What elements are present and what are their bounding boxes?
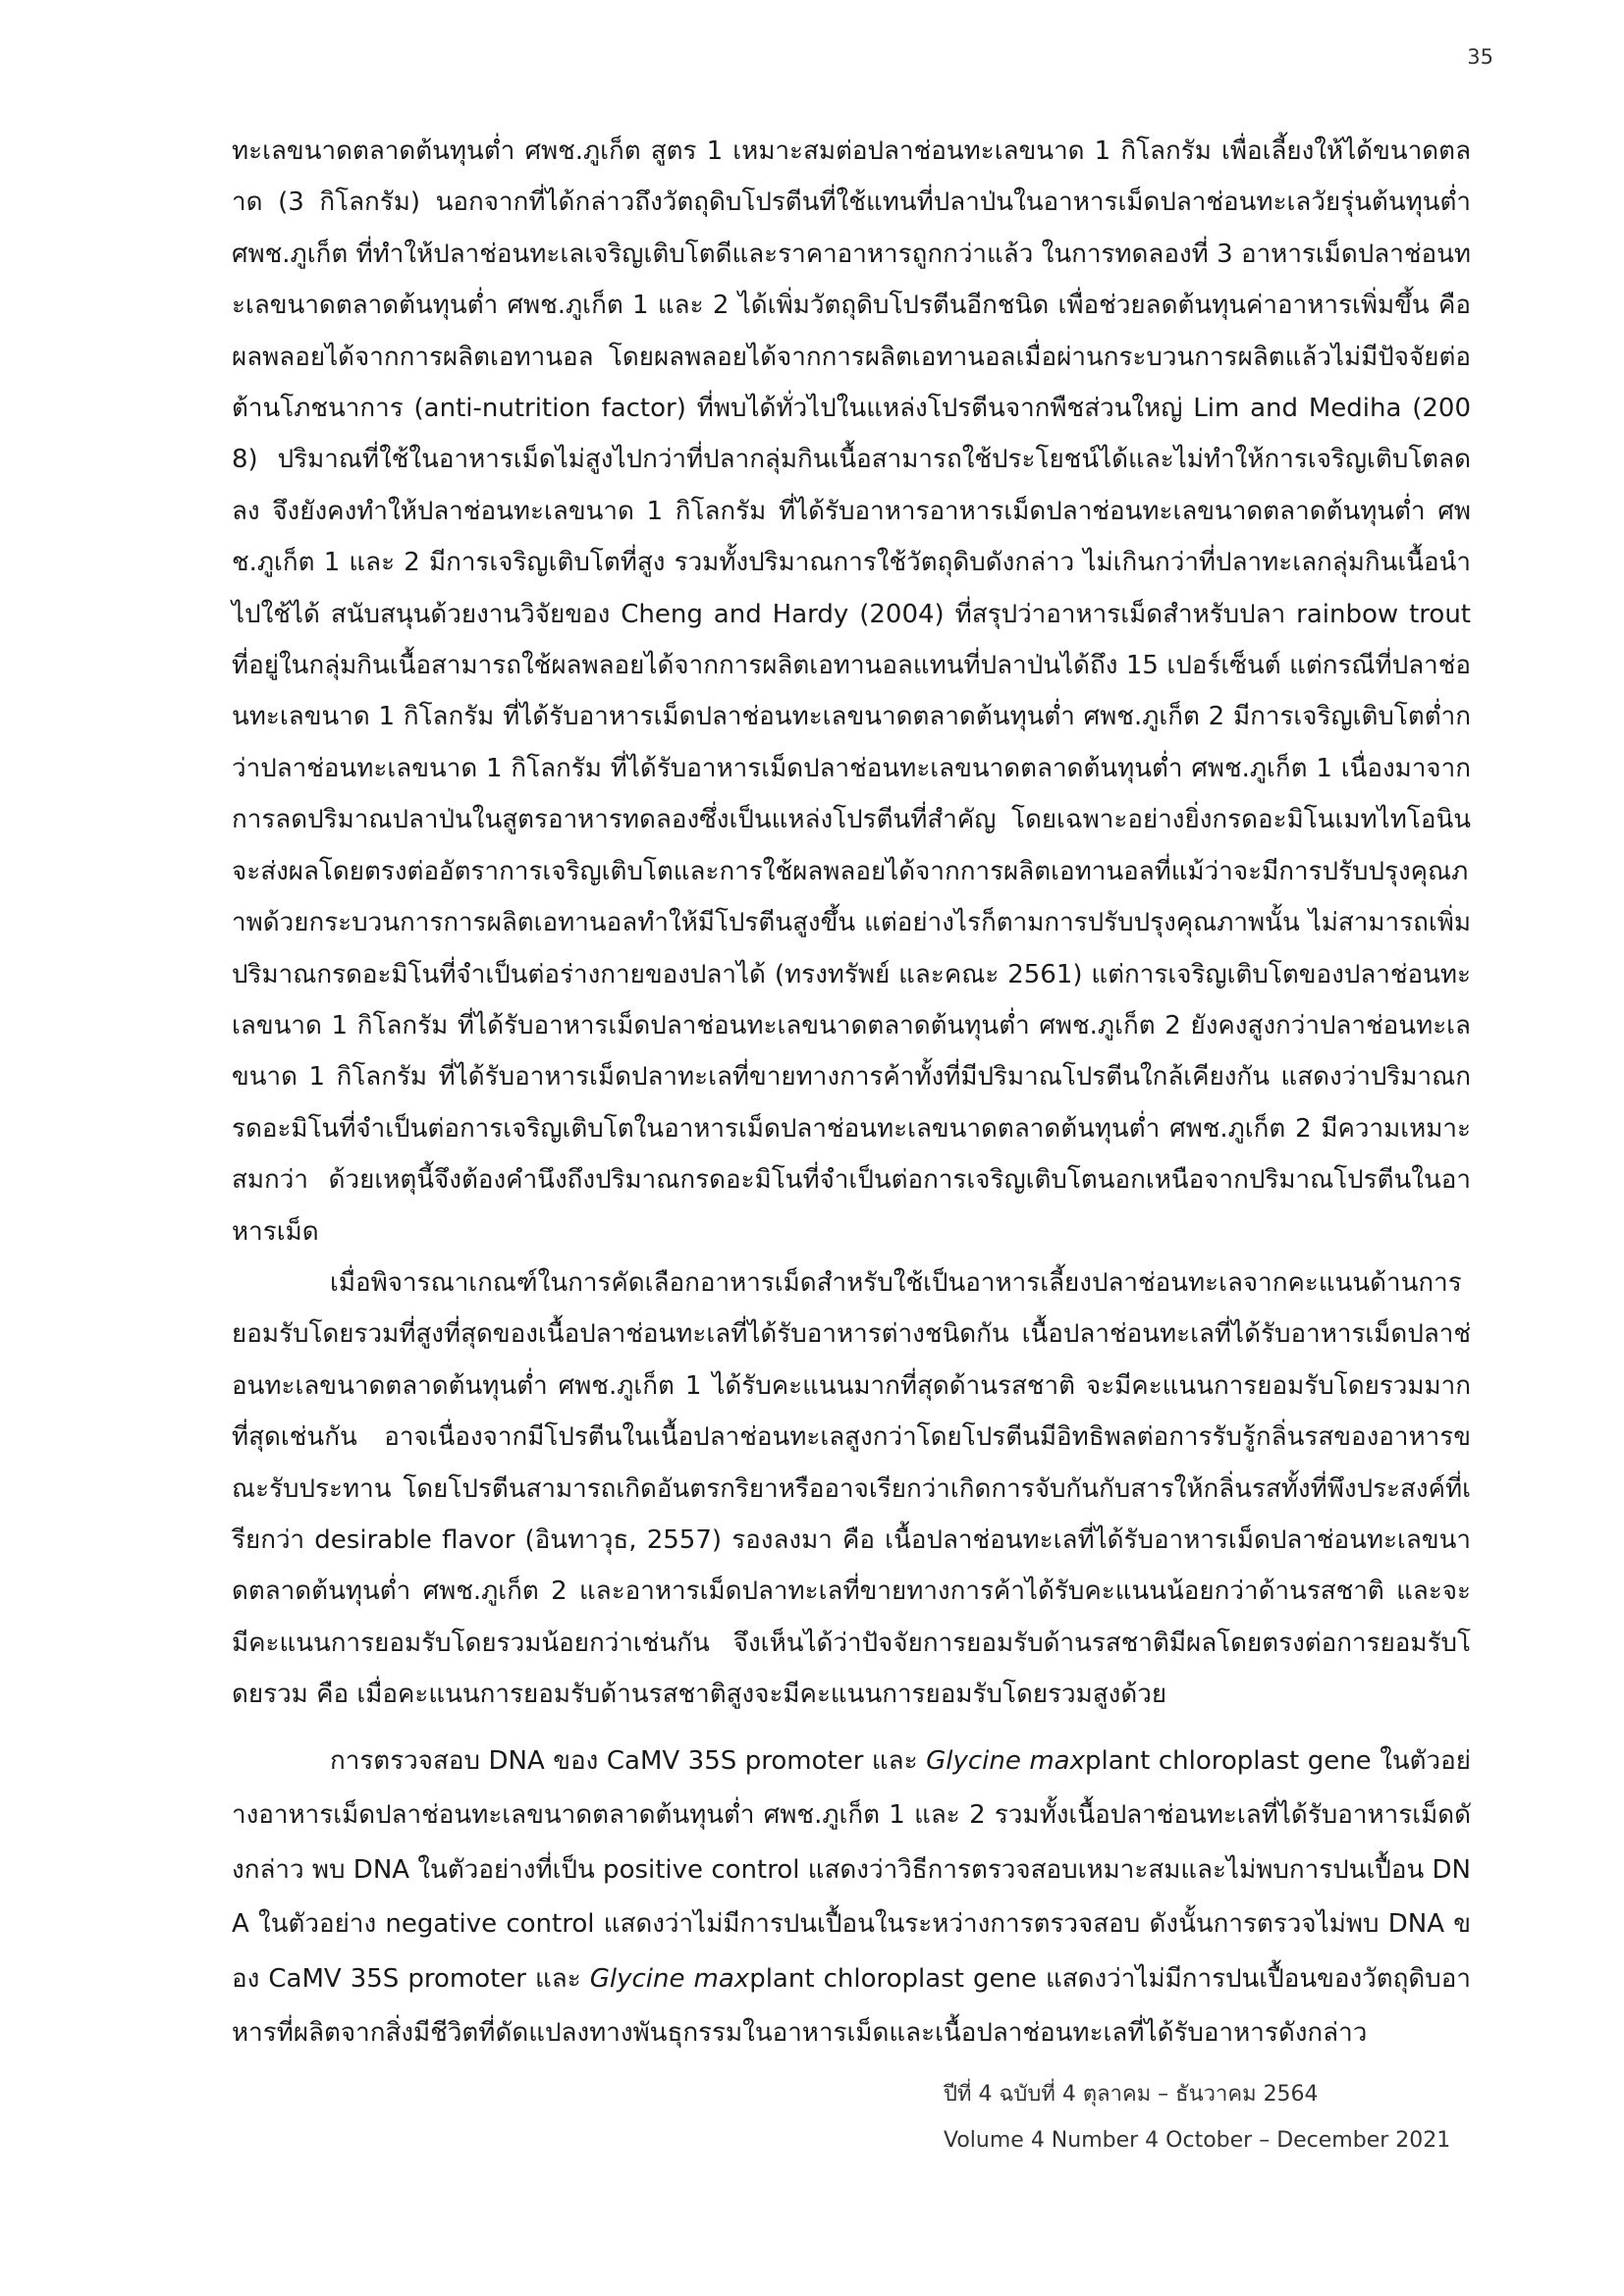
dna-text-part-2: plant chloroplast gene ในตัวอย่างอาหารเม็ดปลาช่อนทะเลขนาดตลาดต้นทุนต่ำ ศพช.ภูเก็ต 1 และ 2 รวมทั้งเนื้อปลาช่อนทะเลที่ได้รับอาหารเม็ดดังกล่าว พบ DNA ในตัวอย่างที่เป็น positive control แสดงว่าวิธีการตรวจสอบเหมาะสมและไม่พบการปนเปื้อน DNA ในตัวอย่าง negative control แสดงว่าไม่มีการปนเปื้อนในระหว่างการตรวจสอบ ดังนั้นการตรวจไม่พบ DNA ของ CaMV 35S promoter และ: [232, 1745, 1471, 1994]
paragraph-dna-testing: [232, 1735, 1471, 2061]
paragraph-feed-growth: ทะเลขนาดตลาดต้นทุนต่ำ ศพช.ภูเก็ต สูตร 1 เหมาะสมต่อปลาช่อนทะเลขนาด 1 กิโลกรัม เพื่อเลี้ยงให้ได้ขนาดตลาด (3 กิโลกรัม) นอกจากที่ได้กล่าวถึงวัตถุดิบโปรตีนที่ใช้แทนที่ปลาป่นในอาหารเม็ดปลาช่อนทะเลวัยรุ่นต้นทุนต่ำ ศพช.ภูเก็ต ที่ทำให้ปลาช่อนทะเลเจริญเติบโตดีและราคาอาหารถูกกว่าแล้ว ในการทดลองที่ 3 อาหารเม็ดปลาช่อนทะเลขนาดตลาดต้นทุนต่ำ ศพช.ภูเก็ต 1 และ 2 ได้เพิ่มวัตถุดิบโปรตีนอีกชนิด เพื่อช่วยลดต้นทุนค่าอาหารเพิ่มขึ้น คือ ผลพลอยได้จากการผลิตเอทานอล โดยผลพลอยได้จากการผลิตเอทานอลเมื่อผ่านกระบวนการผลิตแล้วไม่มีปัจจัยต่อต้านโภชนาการ (anti-nutrition factor) ที่พบได้ทั่วไปในแหล่งโปรตีนจากพืชส่วนใหญ่ Lim and Mediha (2008) ปริมาณที่ใช้ในอาหารเม็ดไม่สูงไปกว่าที่ปลากลุ่มกินเนื้อสามารถใช้ประโยชน์ได้และไม่ทำให้การเจริญเติบโตลดลง จึงยังคงทำให้ปลาช่อนทะเลขนาด 1 กิโลกรัม ที่ได้รับอาหารอาหารเม็ดปลาช่อนทะเลขนาดตลาดต้นทุนต่ำ ศพช.ภูเก็ต 1 และ 2 มีการเจริญเติบโตที่สูง รวมทั้งปริมาณการใช้วัตถุดิบดังกล่าว ไม่เกินกว่าที่ปลาทะเลกลุ่มกินเนื้อนำไปใช้ได้ สนับสนุนด้วยงานวิจัยของ Cheng and Hardy (2004) ที่สรุปว่าอาหารเม็ดสำหรับปลา rainbow trout ที่อยู่ในกลุ่มกินเนื้อสามารถใช้ผลพลอยได้จากการผลิตเอทานอลแทนที่ปลาป่นได้ถึง 15 เปอร์เซ็นต์ แต่กรณีที่ปลาช่อนทะเลขนาด 1 กิโลกรัม ที่ได้รับอาหารเม็ดปลาช่อนทะเลขนาดตลาดต้นทุนต่ำ ศพช.ภูเก็ต 2 มีการเจริญเติบโตต่ำกว่าปลาช่อนทะเลขนาด 1 กิโลกรัม ที่ได้รับอาหารเม็ดปลาช่อนทะเลขนาดตลาดต้นทุนต่ำ ศพช.ภูเก็ต 1 เนื่องมาจากการลดปริมาณปลาป่นในสูตรอาหารทดลองซึ่งเป็นแหล่งโปรตีนที่สำคัญ โดยเฉพาะอย่างยิ่งกรดอะมิโนเมทไทโอนินจะส่งผลโดยตรงต่ออัตราการเจริญเติบโตและการใช้ผลพลอยได้จากการผลิตเอทานอลที่แม้ว่าจะมีการปรับปรุงคุณภาพด้วยกระบวนการการผลิตเอทานอลทำให้มีโปรตีนสูงขึ้น แต่อย่างไรก็ตามการปรับปรุงคุณภาพนั้น ไม่สามารถเพิ่มปริมาณกรดอะมิโนที่จำเป็นต่อร่างกายของปลาได้ (ทรงทรัพย์ และคณะ 2561) แต่การเจริญเติบโตของปลาช่อนทะเลขนาด 1 กิโลกรัม ที่ได้รับอาหารเม็ดปลาช่อนทะเลขนาดตลาดต้นทุนต่ำ ศพช.ภูเก็ต 2 ยังคงสูงกว่าปลาช่อนทะเลขนาด 1 กิโลกรัม ที่ได้รับอาหารเม็ดปลาทะเลที่ขายทางการค้าทั้งที่มีปริมาณโปรตีนใกล้เคียงกัน แสดงว่าปริมาณกรดอะมิโนที่จำเป็นต่อการเจริญเติบโตในอาหารเม็ดปลาช่อนทะเลขนาดตลาดต้นทุนต่ำ ศพช.ภูเก็ต 2 มีความเหมาะสมกว่า ด้วยเหตุนี้จึงต้องคำนึงถึงปริมาณกรดอะมิโนที่จำเป็นต่อการเจริญเติบโตนอกเหนือจากปริมาณโปรตีนในอาหารเม็ด: [232, 136, 1471, 1247]
page-number: 35: [1467, 45, 1493, 69]
species-name-glycine-max: Glycine max: [926, 1745, 1086, 1776]
article-body: [232, 126, 1471, 2061]
footer-issue-thai: ปีที่ 4 ฉบับที่ 4 ตุลาคม – ธันวาคม 2564: [944, 2082, 1319, 2107]
dna-text-part-3: plant chloroplast gene แสดงว่าไม่มีการปนเปื้อนของวัตถุดิบอาหารที่ผลิตจากสิ่งมีชีวิตที่ดัดแปลงทางพันธุกรรมในอาหารเม็ดและเนื้อปลาช่อนทะเลที่ได้รับอาหารดังกล่าว: [232, 1963, 1471, 2049]
journal-footer: [944, 2071, 1450, 2163]
footer-issue-english: Volume 4 Number 4 October – December 2021: [944, 2128, 1451, 2153]
dna-text-part-1: การตรวจสอบ DNA ของ CaMV 35S promoter และ: [330, 1745, 927, 1776]
paragraph-sensory-evaluation: เมื่อพิจารณาเกณฑ์ในการคัดเลือกอาหารเม็ดสำหรับใช้เป็นอาหารเลี้ยงปลาช่อนทะเลจากคะแนนด้านการยอมรับโดยรวมที่สูงที่สุดของเนื้อปลาช่อนทะเลที่ได้รับอาหารต่างชนิดกัน เนื้อปลาช่อนทะเลที่ได้รับอาหารเม็ดปลาช่อนทะเลขนาดตลาดต้นทุนต่ำ ศพช.ภูเก็ต 1 ได้รับคะแนนมากที่สุดด้านรสชาติ จะมีคะแนนการยอมรับโดยรวมมากที่สุดเช่นกัน อาจเนื่องจากมีโปรตีนในเนื้อปลาช่อนทะเลสูงกว่าโดยโปรตีนมีอิทธิพลต่อการรับรู้กลิ่นรสของอาหารขณะรับประทาน โดยโปรตีนสามารถเกิดอันตรกริยาหรืออาจเรียกว่าเกิดการจับกันกับสารให้กลิ่นรสทั้งที่พึงประสงค์ที่เรียกว่า desirable flavor (อินทาวุธ, 2557) รองลงมา คือ เนื้อปลาช่อนทะเลที่ได้รับอาหารเม็ดปลาช่อนทะเลขนาดตลาดต้นทุนต่ำ ศพช.ภูเก็ต 2 และอาหารเม็ดปลาทะเลที่ขายทางการค้าได้รับคะแนนน้อยกว่าด้านรสชาติ และจะมีคะแนนการยอมรับโดยรวมน้อยกว่าเช่นกัน จึงเห็นได้ว่าปัจจัยการยอมรับด้านรสชาติมีผลโดยตรงต่อการยอมรับโดยรวม คือ เมื่อคะแนนการยอมรับด้านรสชาติสูงจะมีคะแนนการยอมรับโดยรวมสูงด้วย: [232, 1267, 1471, 1710]
species-name-glycine-max: Glycine max: [589, 1963, 750, 1994]
